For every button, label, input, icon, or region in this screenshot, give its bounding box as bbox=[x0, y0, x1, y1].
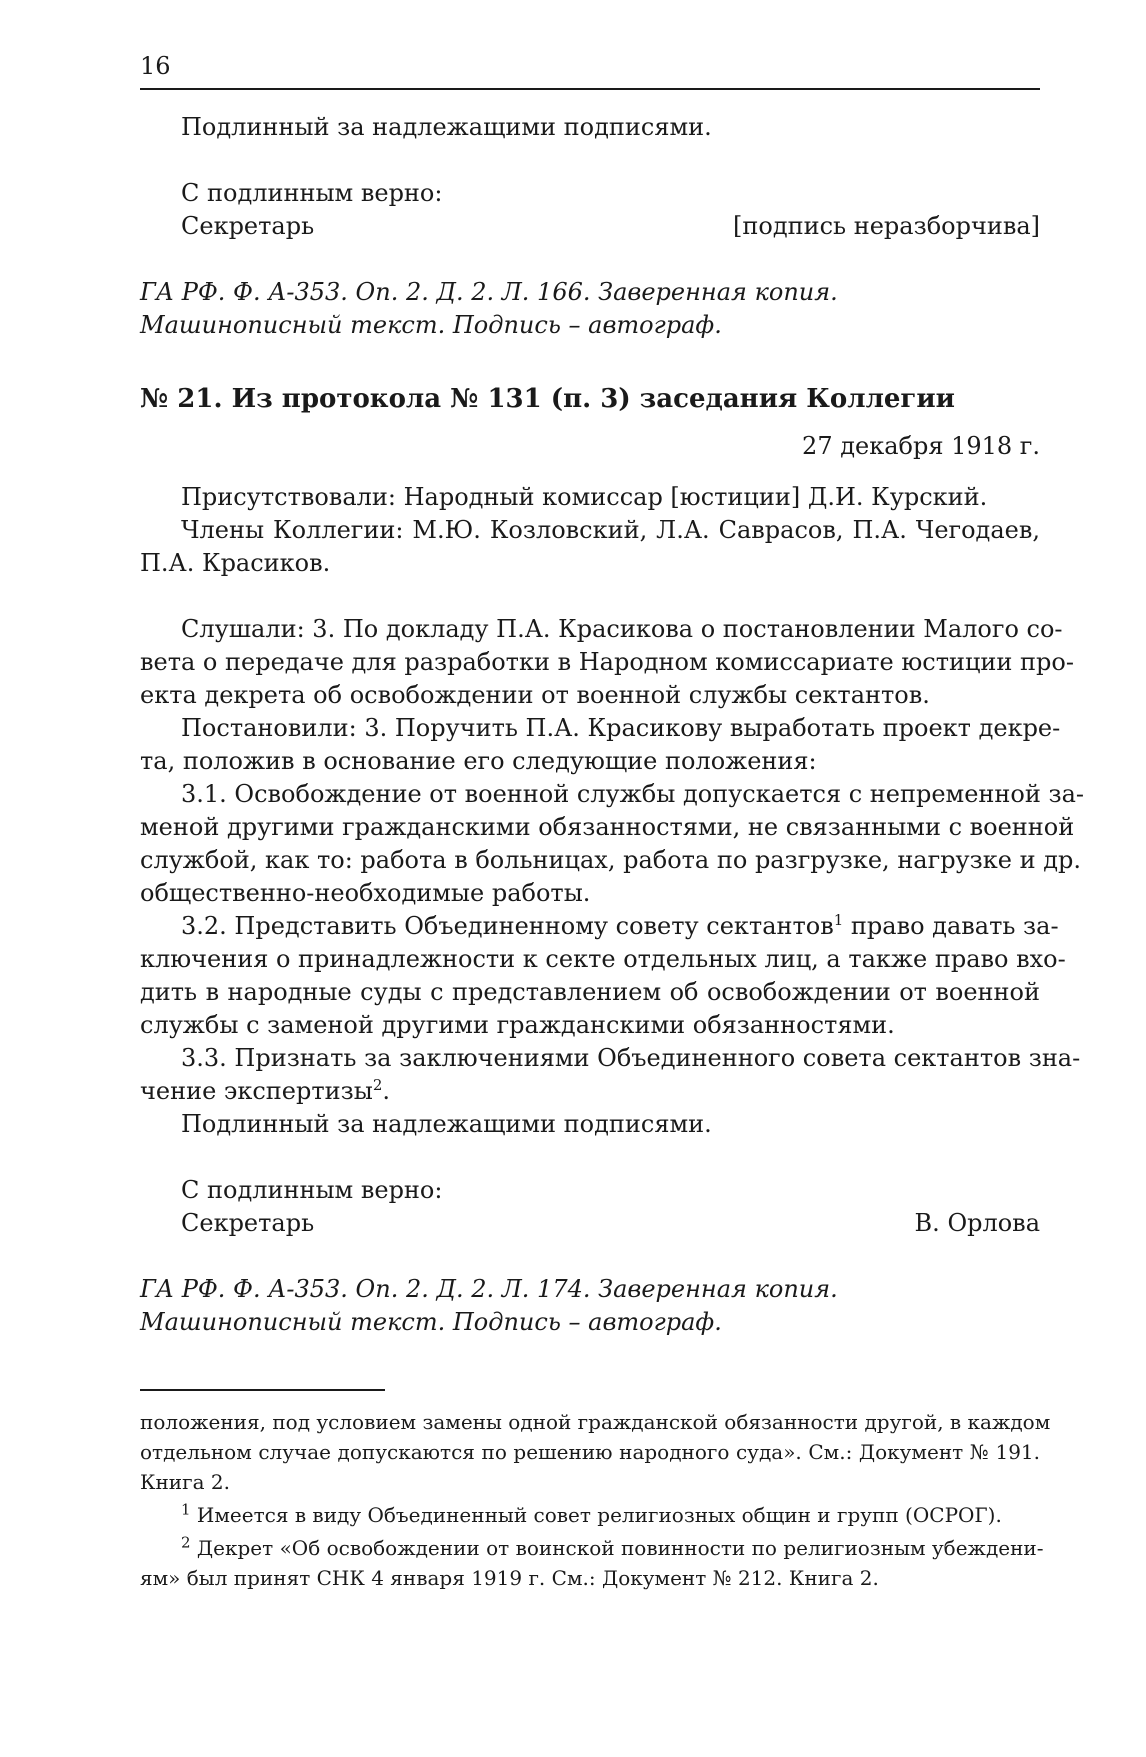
document-date: 27 декабря 1918 г. bbox=[802, 432, 1040, 460]
heard-line-1: Слушали: 3. По докладу П.А. Красикова о постановлении Малого со- bbox=[181, 615, 1063, 643]
footnote-separator bbox=[140, 1389, 385, 1391]
point-3-2-line-4: службы с заменой другими гражданскими обязанностями. bbox=[140, 1011, 895, 1039]
header-rule bbox=[140, 88, 1040, 90]
footnote-cont-line-2: отдельном случае допускаются по решению народного суда». См.: Документ № 191. bbox=[140, 1440, 1040, 1464]
point-3-2-line-2: ключения о принадлежности к секте отдельных лиц, а также право вхо- bbox=[140, 945, 1066, 973]
point-3-2-line-3: дить в народные суды с представлением об освобождении от военной bbox=[140, 978, 1040, 1006]
footnote-cont-line-1: положения, под условием замены одной гражданской обязанности другой, в каждом bbox=[140, 1410, 1051, 1434]
prev-signature-note: [подпись неразборчива] bbox=[733, 212, 1040, 240]
point-3-1-line-3: службой, как то: работа в больницах, работа по разгрузке, нагрузке и др. bbox=[140, 846, 1081, 874]
footnote-2-text: Декрет «Об освобождении от воинской повинности по религиозным убеждени- bbox=[196, 1536, 1044, 1560]
footnote-1-mark: 1 bbox=[181, 1500, 191, 1519]
point-3-1-line-1: 3.1. Освобождение от военной службы допускается с непременной за- bbox=[181, 780, 1084, 808]
footnote-cont-line-3: Книга 2. bbox=[140, 1470, 230, 1494]
point-3-3-end: . bbox=[382, 1077, 390, 1105]
resolved-line-2: та, положив в основание его следующие положения: bbox=[140, 747, 817, 775]
document-heading: № 21. Из протокола № 131 (п. 3) заседания Коллегии bbox=[140, 384, 955, 414]
resolved-line-1: Постановили: 3. Поручить П.А. Красикову выработать проект декре- bbox=[181, 714, 1061, 742]
prev-archive-line-2: Машинописный текст. Подпись – автограф. bbox=[140, 311, 722, 339]
footnote-1 bbox=[181, 1500, 1002, 1530]
secretary-name: В. Орлова bbox=[914, 1209, 1040, 1237]
point-3-3-text: чение экспертизы bbox=[140, 1077, 373, 1105]
secretary-label: Секретарь bbox=[181, 1209, 315, 1237]
present-line-3: П.А. Красиков. bbox=[140, 549, 331, 577]
certified-label: С подлинным верно: bbox=[181, 1176, 443, 1204]
footnote-2-line-1 bbox=[181, 1533, 1044, 1563]
point-3-1-line-2: меной другими гражданскими обязанностями, не связанными с военной bbox=[140, 813, 1075, 841]
point-3-3-line-2 bbox=[140, 1075, 390, 1108]
heard-line-3: екта декрета об освобождении от военной службы сектантов. bbox=[140, 681, 930, 709]
prev-original-note: Подлинный за надлежащими подписями. bbox=[181, 113, 712, 141]
prev-certified: С подлинным верно: bbox=[181, 179, 443, 207]
footnote-2-line-2: ям» был принят СНК 4 января 1919 г. См.: Документ № 212. Книга 2. bbox=[140, 1566, 879, 1590]
footnote-1-text: Имеется в виду Объединенный совет религиозных общин и групп (ОСРОГ). bbox=[196, 1503, 1002, 1527]
archive-line-1: ГА РФ. Ф. А-353. Оп. 2. Д. 2. Л. 174. Заверенная копия. bbox=[140, 1275, 838, 1303]
point-3-2-text-rest: право давать за- bbox=[843, 912, 1059, 940]
footnote-ref-1: 1 bbox=[833, 911, 844, 929]
footnote-ref-2: 2 bbox=[372, 1076, 383, 1094]
present-line-2: Члены Коллегии: М.Ю. Козловский, Л.А. Саврасов, П.А. Чегодаев, bbox=[181, 516, 1040, 544]
original-note: Подлинный за надлежащими подписями. bbox=[181, 1110, 712, 1138]
point-3-2-text: 3.2. Представить Объединенному совету сектантов bbox=[181, 912, 834, 940]
archive-line-2: Машинописный текст. Подпись – автограф. bbox=[140, 1308, 722, 1336]
point-3-1-line-4: общественно-необходимые работы. bbox=[140, 879, 591, 907]
point-3-3-line-1: 3.3. Признать за заключениями Объединенного совета сектантов зна- bbox=[181, 1044, 1081, 1072]
prev-secretary-label: Секретарь bbox=[181, 212, 315, 240]
prev-archive-line-1: ГА РФ. Ф. А-353. Оп. 2. Д. 2. Л. 166. Заверенная копия. bbox=[140, 278, 838, 306]
footnote-2-mark: 2 bbox=[181, 1533, 191, 1552]
point-3-2-line-1 bbox=[181, 910, 1059, 943]
page-number: 16 bbox=[140, 52, 171, 80]
present-line-1: Присутствовали: Народный комиссар [юстиции] Д.И. Курский. bbox=[181, 483, 988, 511]
heard-line-2: вета о передаче для разработки в Народном комиссариате юстиции про- bbox=[140, 648, 1074, 676]
